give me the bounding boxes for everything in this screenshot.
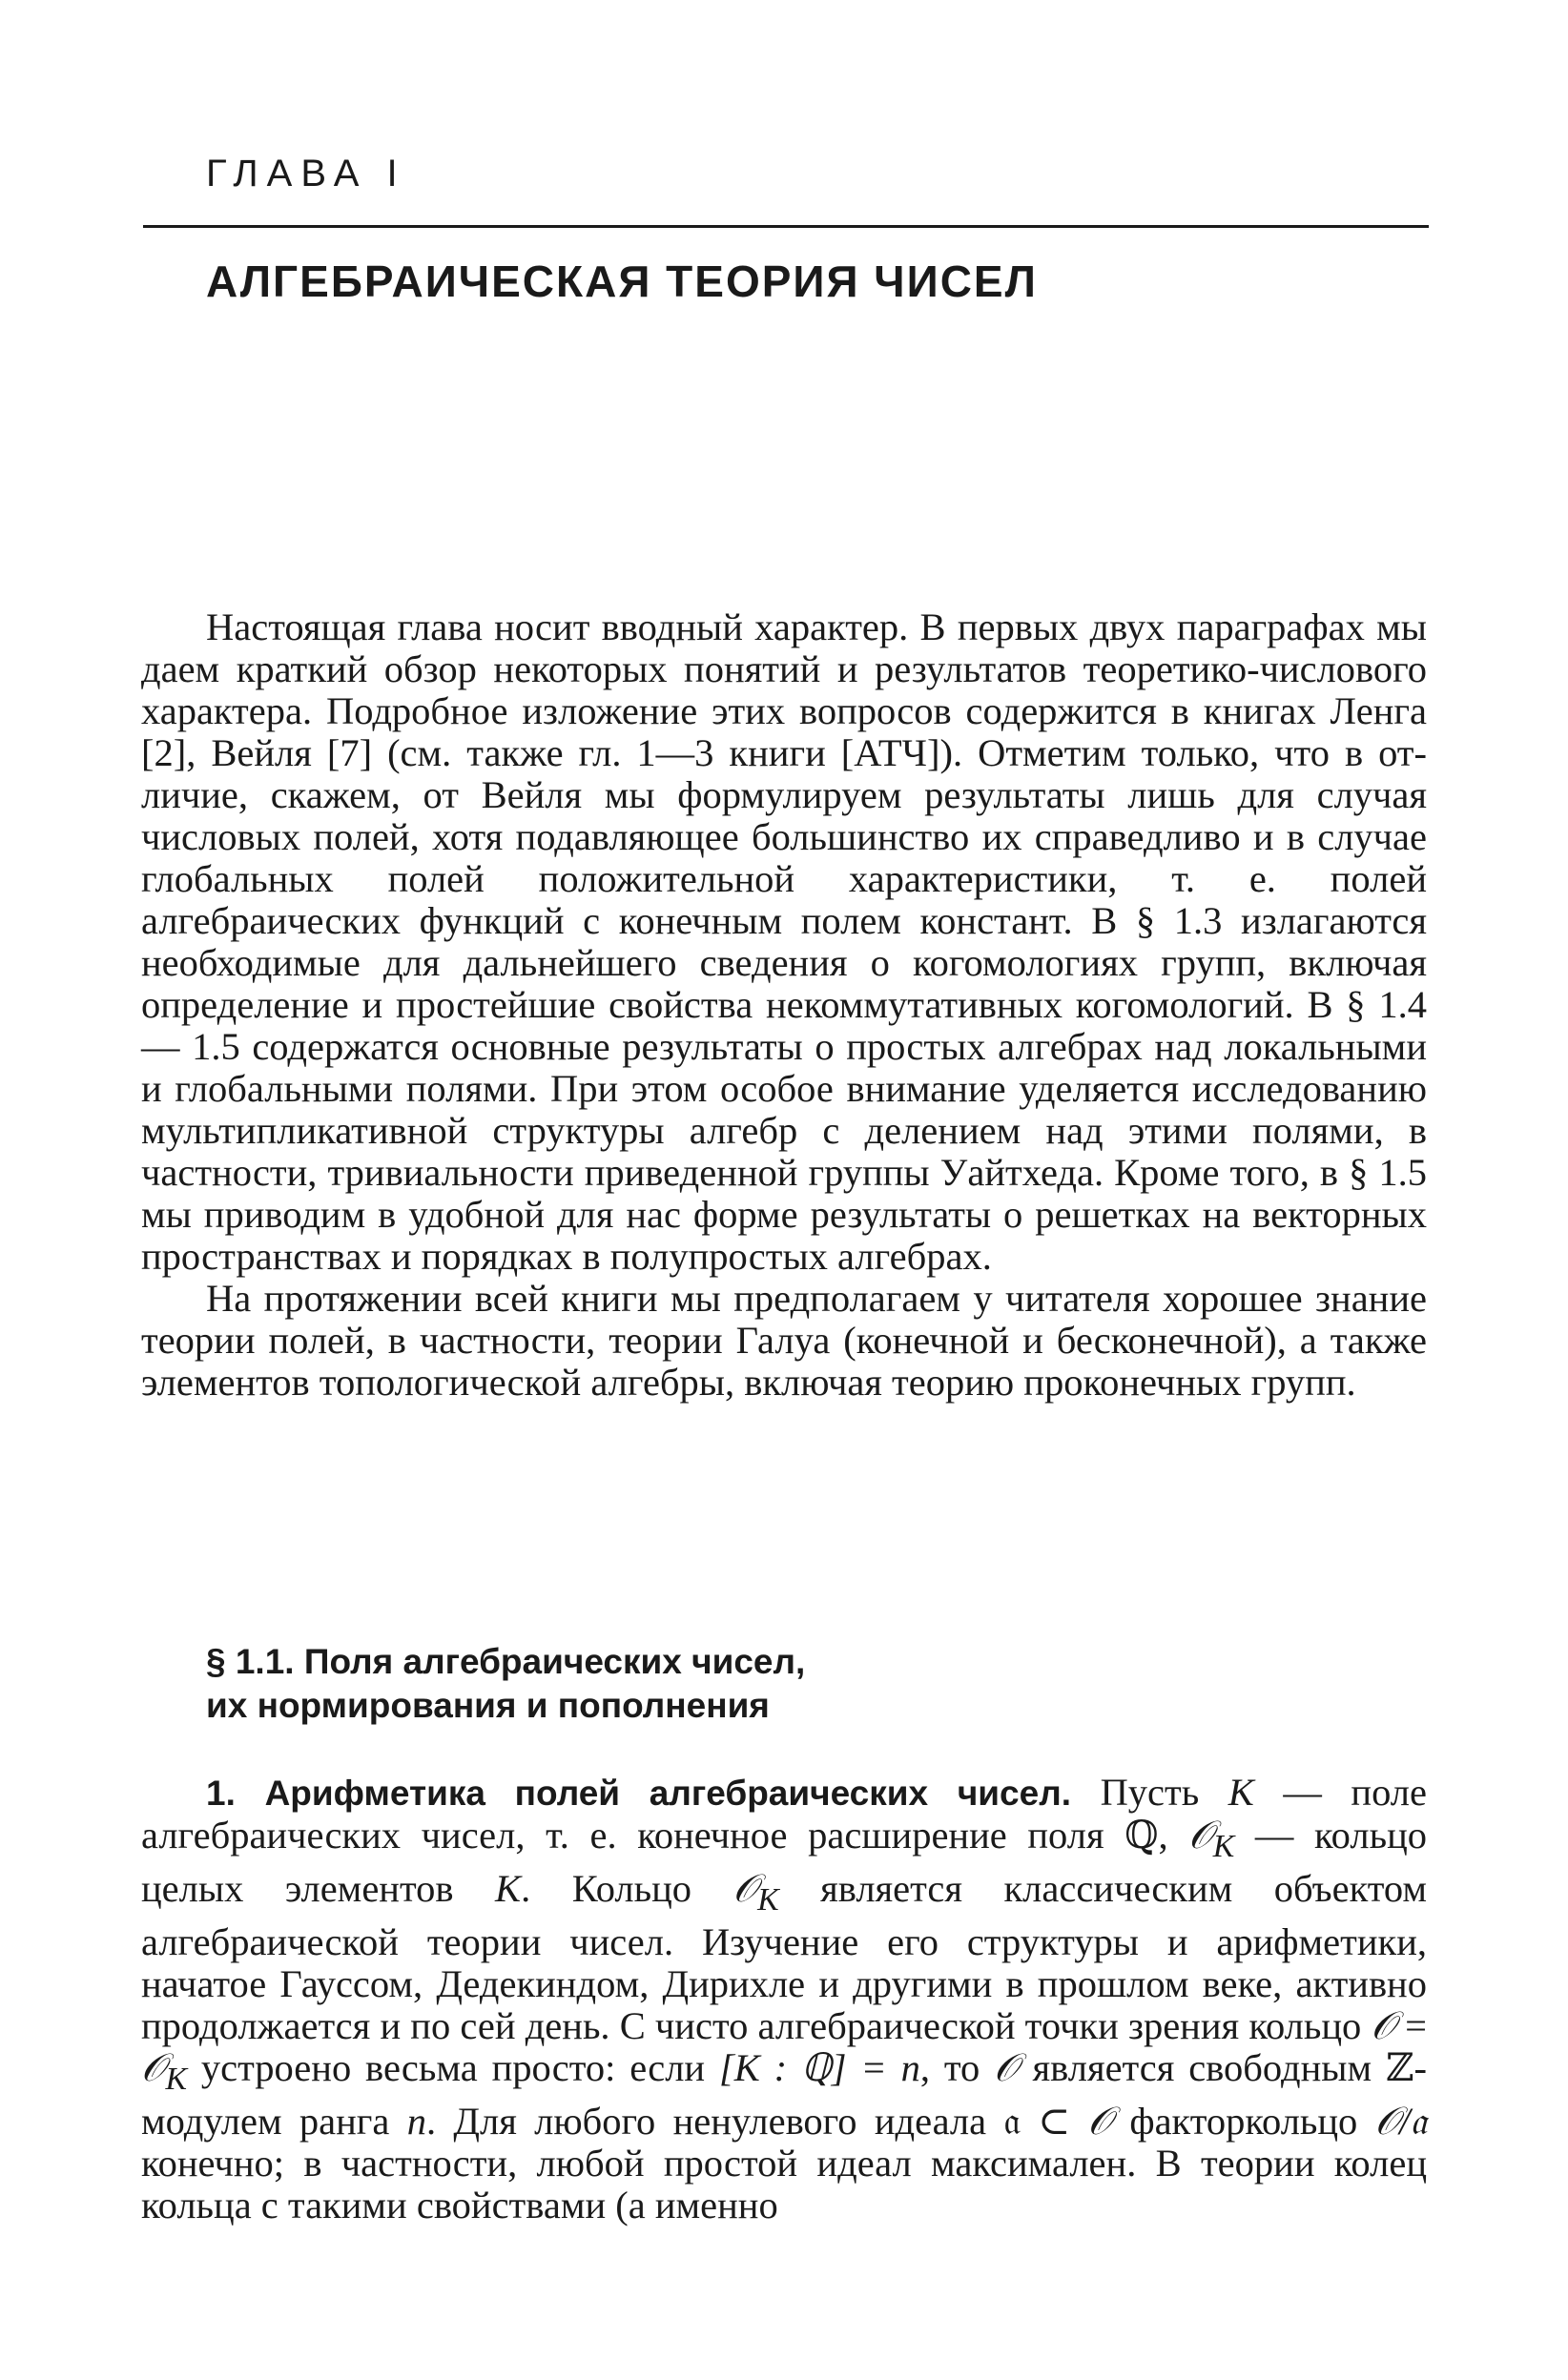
math-K: K [1228, 1771, 1254, 1814]
math-O: 𝒪 [994, 2046, 1019, 2090]
text-run: является свободным ℤ-модулем ранга [141, 2046, 1427, 2144]
math-O: 𝒪 [141, 2046, 166, 2090]
section-heading [206, 1640, 1351, 1728]
text-run: , то [919, 2046, 995, 2090]
math-eq: = [1394, 2004, 1427, 2048]
math-sub-K: K [1212, 1829, 1235, 1865]
subsection-1-text [141, 1772, 1427, 2226]
math-O: 𝒪 [732, 1867, 758, 1911]
intro-text [141, 606, 1427, 1404]
text-run: факторкольцо [1112, 2100, 1375, 2144]
text-run: является классическим объектом алгебраической теории чисел. Изучение его структуры и арифметики, начатое Гауссом, Дедекиндом, Дирихле и другими в прошлом веке, активно продолжается и по сей день. С чисто алгебраической точки зрения кольцо [141, 1867, 1427, 2048]
math-sub-K: K [757, 1882, 779, 1918]
title-rule [143, 225, 1429, 228]
chapter-title: АЛГЕБРАИЧЕСКАЯ ТЕОРИЯ ЧИСЕЛ [206, 256, 1038, 306]
chapter-label: ГЛАВА I [206, 153, 406, 195]
text-run: Пусть [1071, 1771, 1228, 1814]
text-run: конечно; в частности, любой простой идеал максимален. В теории колец кольца с такими свойствами (а именно [141, 2142, 1427, 2227]
text-run: — поле алгебраических чисел, т. е. конечное расширение поля ℚ, [141, 1771, 1427, 1857]
math-n: n [406, 2100, 426, 2144]
text-run: . Кольцо [521, 1867, 733, 1911]
subsection-1-paragraph [141, 1772, 1427, 2226]
math-O: 𝒪 [1087, 2100, 1113, 2144]
math-O: 𝒪 [1371, 2004, 1395, 2048]
text-run: — кольцо целых элементов [141, 1814, 1427, 1911]
math-sub-K: K [165, 2062, 188, 2098]
text-run: . Для любого ненулевого идеала 𝔞 ⊂ [425, 2100, 1088, 2144]
section-heading-line-1: § 1.1. Поля алгебраических чисел, [206, 1642, 806, 1681]
math-degree: [K : ℚ] = n [718, 2046, 920, 2090]
math-K: K [495, 1867, 522, 1911]
text-run: устроено весьма просто: если [187, 2046, 719, 2090]
math-O: 𝒪 [1188, 1814, 1213, 1857]
math-quotient: 𝒪/𝔞 [1374, 2100, 1427, 2144]
intro-paragraph-1: Настоящая глава носит вводный характер. В первых двух параграфах мы даем краткий обзор некоторых понятий и результатов теоретико-числового характера. Подробное изложение этих вопросов содержится в книгах Ленга [2], Вейля [7] (см. также гл. 1—3 книги [АТЧ]). Отметим только, что в отличие, скажем, от Вейля мы формулируем результаты лишь для случая числовых полей, хотя подавляющее большинство их справедливо и в случае глобальных полей положительной характеристики, т. е. полей алгебраических функций с конечным полем констант. В § 1.3 излагаются необходимые для дальнейшего сведения о когомологиях групп, включая определение и простейшие свойства некоммутативных когомологий. В § 1.4— 1.5 содержатся основные результаты о простых алгебрах над локальными и глобальными полями. При этом особое внимание уделяется исследованию мультипликативной структуры алгебр с делением над этими полями, в частности, тривиальности приведенной группы Уайтхеда. Кроме того, в § 1.5 мы приводим в удобной для нас форме результаты о решетках на векторных пространствах и порядках в полупростых алгебрах. [141, 605, 1427, 1278]
subsection-1-heading: 1. Арифметика полей алгебраических чисел. [206, 1774, 1071, 1813]
section-heading-line-2: их нормирования и пополнения [206, 1686, 770, 1725]
intro-paragraph-2: На протяжении всей книги мы предполагаем у читателя хорошее знание теории полей, в частности, теории Галуа (конечной и бесконечной), а также элементов топологической алгебры, включая теорию проконечных групп. [141, 1277, 1427, 1404]
